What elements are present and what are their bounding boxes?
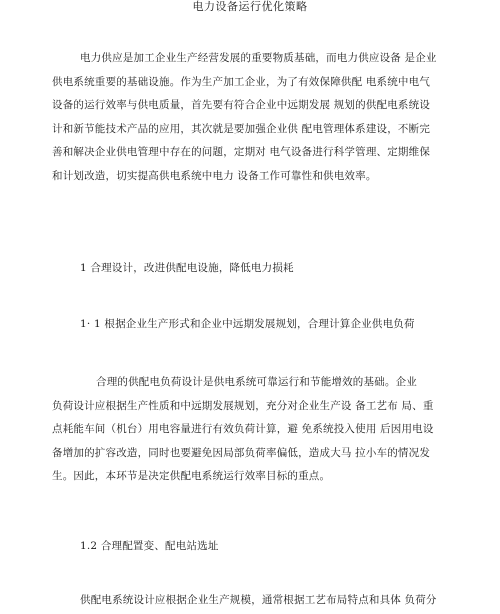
subsection-paragraph bbox=[52, 371, 452, 489]
subsection-paragraph bbox=[52, 589, 452, 613]
paragraph-line: 善和解决企业供电管理中存在的问题，定期对 电气设备进行科学管理、定期维保 bbox=[52, 146, 431, 159]
intro-paragraph bbox=[52, 47, 452, 189]
section-heading: 1 合理设计，改进供配电设施，降低电力损耗 bbox=[80, 262, 294, 274]
paragraph-line: 负荷设计应根据生产性质和中远期发展规划，充分对企业生产设 备工艺布 局、重 bbox=[52, 399, 434, 412]
paragraph-line: 供配电系统设计应根据企业生产规模，通常根据工艺布局特点和具体 负荷分 bbox=[80, 594, 437, 606]
paragraph-line: 合理的供配电负荷设计是供电系统可靠运行和节能增效的基础。企业 bbox=[96, 376, 417, 388]
subsection-heading: 1.2 合理配置变、配电站选址 bbox=[80, 540, 219, 552]
paragraph-line: 电力供应是加工企业生产经营发展的重要物质基础，而电力供应设备 是企业 bbox=[80, 52, 437, 64]
paragraph-line: 点耗能车间（机台）用电容量进行有效负荷计算，避 免系统投入使用 后因用电设 bbox=[52, 423, 434, 436]
document-title: 电力设备运行优化策略 bbox=[192, 0, 308, 13]
paragraph-line: 供电系统重要的基础设施。作为生产加工企业，为了有效保障供配 电系统中电气 bbox=[52, 75, 431, 88]
paragraph-line: 计和新节能技术产品的应用，其次就是要加强企业供 配电管理体系建设，不断完 bbox=[52, 122, 431, 135]
subsection-heading: 1· 1 根据企业生产形式和企业中远期发展规划，合理计算企业供电负荷 bbox=[80, 318, 415, 330]
paragraph-line: 设备的运行效率与供电质量，首先要有符合企业中远期发展 规划的供配电系统设 bbox=[52, 99, 431, 112]
paragraph-line: 和计划改造，切实提高供电系统中电力 设备工作可靠性和供电效率。 bbox=[52, 169, 377, 182]
paragraph-line: 生。因此，本环节是决定供配电系统运行效率目标的重点。 bbox=[52, 470, 331, 483]
paragraph-line: 备增加的扩容改造，同时也要避免因局部负荷率偏低，造成大马 拉小车的情况发 bbox=[52, 446, 431, 459]
